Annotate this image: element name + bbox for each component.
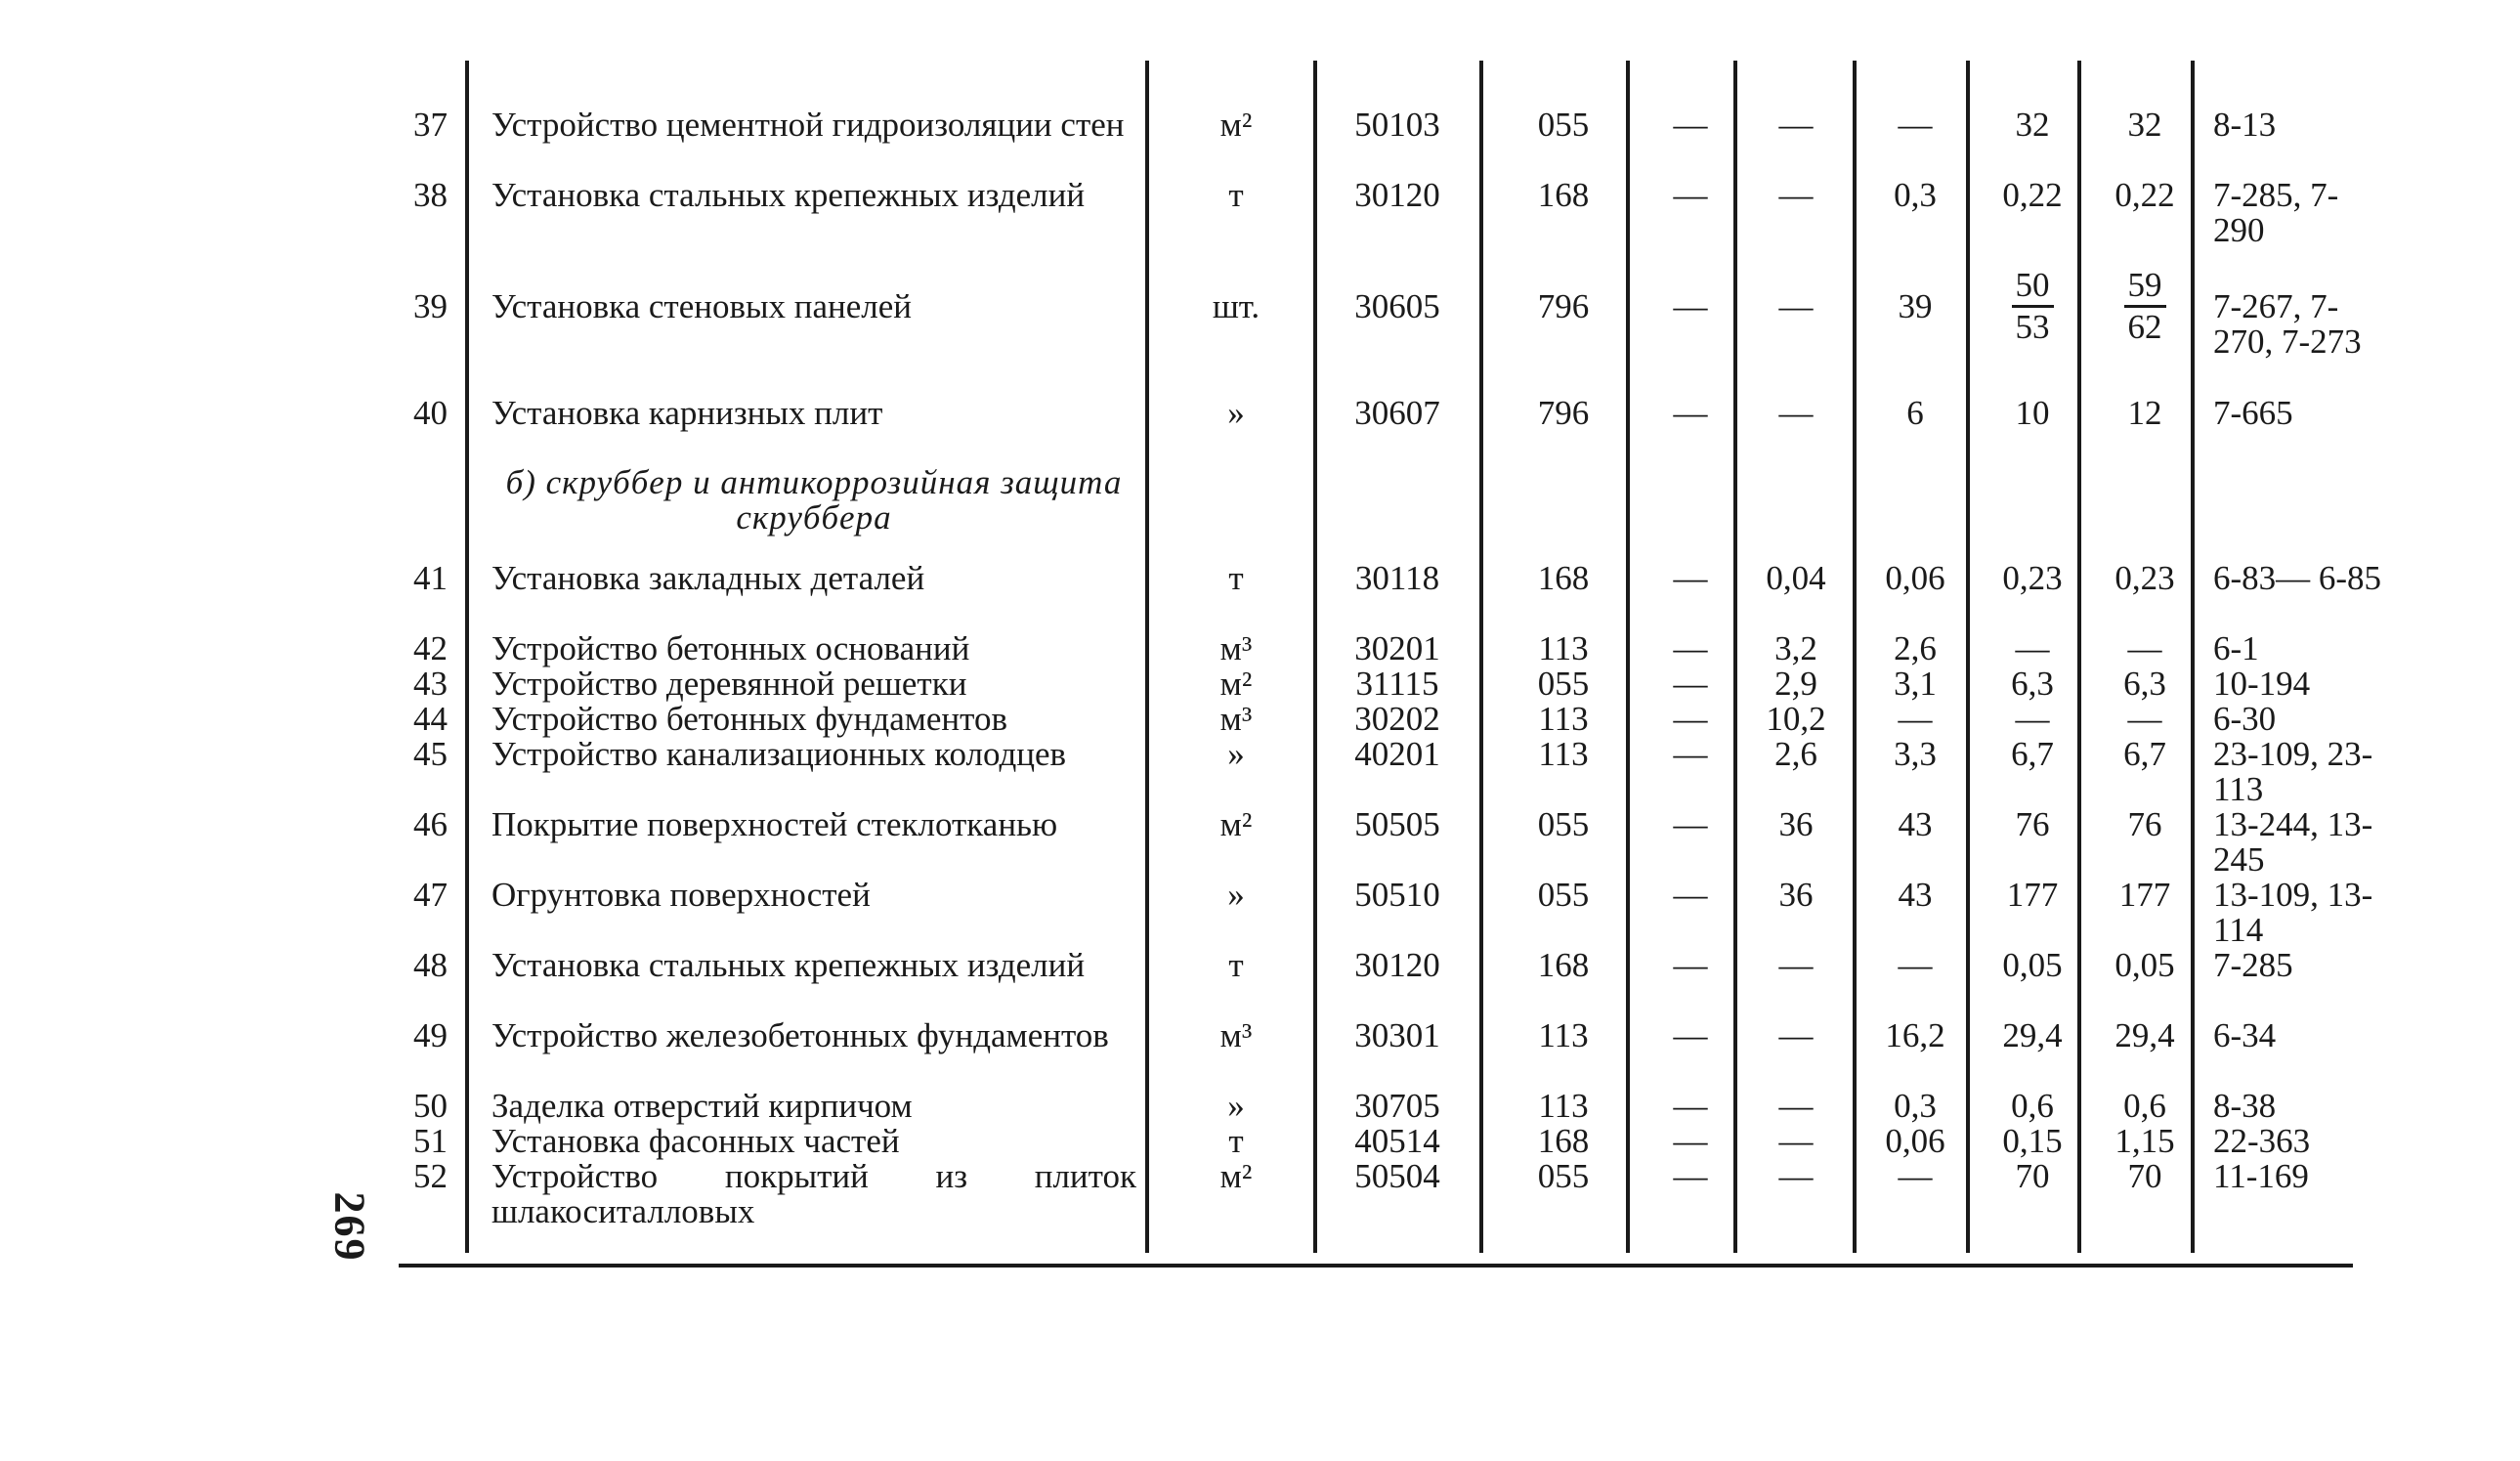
item-name: Установка стеновых панелей — [491, 287, 913, 325]
value-col-4: 32 — [2015, 106, 2050, 144]
okp-code: 113 — [1538, 629, 1589, 667]
code: 30120 — [1354, 176, 1440, 214]
okp-code: 168 — [1537, 946, 1590, 984]
okp-code: 055 — [1537, 106, 1590, 144]
value-col-4: 0,6 — [2011, 1087, 2054, 1125]
value-col-1: — — [1673, 1016, 1708, 1054]
item-name: Устройство бетонных оснований — [491, 629, 970, 667]
section-header: б) скруббер и антикоррозийная защита скруббера — [505, 463, 1123, 537]
code: 30120 — [1354, 946, 1440, 984]
code: 30202 — [1354, 700, 1440, 738]
value-col-5: $\frac{59}{62}$ — [2086, 266, 2203, 347]
code: 30301 — [1354, 1016, 1440, 1054]
value-col-1: — — [1673, 287, 1708, 325]
code: 50510 — [1354, 876, 1440, 914]
reference: 7-285, 7-290 — [2213, 176, 2339, 249]
reference: 13-109, 13-114 — [2213, 876, 2373, 949]
value-col-3: — — [1898, 1157, 1933, 1195]
value-col-1: — — [1673, 559, 1708, 597]
row-number: 44 — [413, 700, 448, 738]
page-number: 269 — [325, 1191, 374, 1263]
unit: шт. — [1212, 287, 1260, 325]
value-col-4: 177 — [2006, 876, 2059, 914]
value-col-4: 29,4 — [2002, 1016, 2063, 1054]
row-number: 41 — [413, 559, 448, 597]
value-col-3: 39 — [1898, 287, 1933, 325]
code: 30118 — [1354, 559, 1440, 597]
okp-code: 113 — [1538, 1087, 1589, 1125]
okp-code: 168 — [1537, 559, 1590, 597]
value-col-1: — — [1673, 106, 1708, 144]
value-col-5: 29,4 — [2114, 1016, 2175, 1054]
unit: м³ — [1219, 700, 1253, 738]
value-col-2: 36 — [1778, 805, 1814, 843]
reference: 6-34 — [2213, 1016, 2277, 1054]
value-col-5: 0,23 — [2114, 559, 2175, 597]
value-col-2: — — [1778, 287, 1814, 325]
code: 50103 — [1354, 106, 1440, 144]
unit: м² — [1219, 1157, 1253, 1195]
value-col-3: 0,3 — [1894, 1087, 1937, 1125]
value-col-2: 2,9 — [1774, 665, 1817, 703]
unit: » — [1227, 394, 1245, 432]
value-col-3: 0,06 — [1885, 1122, 1945, 1160]
value-col-3: 43 — [1898, 805, 1933, 843]
value-col-2: — — [1778, 946, 1814, 984]
reference: 23-109, 23-113 — [2213, 735, 2373, 808]
okp-code: 796 — [1537, 287, 1590, 325]
unit: м² — [1219, 106, 1253, 144]
column-rule — [1145, 61, 1149, 1253]
item-name: Устройство покрытий из плиток шлакоситалловых — [491, 1157, 1136, 1230]
reference: 7-267, 7-270, 7-273 — [2213, 287, 2362, 361]
unit: м³ — [1219, 1016, 1253, 1054]
reference: 10-194 — [2213, 665, 2311, 703]
value-col-5: 0,6 — [2123, 1087, 2166, 1125]
code: 30201 — [1354, 629, 1440, 667]
row-number: 51 — [413, 1122, 448, 1160]
value-col-4: 0,15 — [2002, 1122, 2063, 1160]
reference: 7-285 — [2213, 946, 2293, 984]
code: 30607 — [1354, 394, 1440, 432]
reference: 6-1 — [2213, 629, 2259, 667]
value-col-5: — — [2127, 700, 2162, 738]
item-name: Устройство канализационных колодцев — [491, 735, 1067, 773]
row-number: 43 — [413, 665, 448, 703]
reference: 8-38 — [2213, 1087, 2277, 1125]
item-name: Установка карнизных плит — [491, 394, 883, 432]
okp-code: 168 — [1537, 1122, 1590, 1160]
value-col-4: $\frac{50}{53}$ — [1974, 266, 2091, 347]
value-col-5: 12 — [2127, 394, 2162, 432]
row-number: 46 — [413, 805, 448, 843]
value-col-4: 0,23 — [2002, 559, 2063, 597]
value-col-2: 10,2 — [1766, 700, 1826, 738]
value-col-2: 36 — [1778, 876, 1814, 914]
bottom-rule — [399, 1264, 2353, 1268]
unit: т — [1228, 559, 1244, 597]
value-col-2: — — [1778, 176, 1814, 214]
reference: 22-363 — [2213, 1122, 2311, 1160]
row-number: 38 — [413, 176, 448, 214]
row-number: 47 — [413, 876, 448, 914]
value-col-2: — — [1778, 1087, 1814, 1125]
value-col-2: — — [1778, 394, 1814, 432]
value-col-5: 0,22 — [2114, 176, 2175, 214]
value-col-2: — — [1778, 1016, 1814, 1054]
item-name: Устройство бетонных фундаментов — [491, 700, 1008, 738]
unit: т — [1228, 1122, 1244, 1160]
value-col-1: — — [1673, 176, 1708, 214]
value-col-4: — — [2015, 700, 2050, 738]
value-col-3: 43 — [1898, 876, 1933, 914]
value-col-5: 6,7 — [2123, 735, 2166, 773]
code: 50504 — [1354, 1157, 1440, 1195]
unit: » — [1227, 1087, 1245, 1125]
item-name: Покрытие поверхностей стеклотканью — [491, 805, 1058, 843]
value-col-3: 3,1 — [1894, 665, 1937, 703]
unit: м² — [1219, 805, 1253, 843]
value-col-1: — — [1673, 1087, 1708, 1125]
reference: 13-244, 13-245 — [2213, 805, 2373, 879]
row-number: 42 — [413, 629, 448, 667]
value-col-1: — — [1673, 1122, 1708, 1160]
code: 40201 — [1354, 735, 1440, 773]
unit: » — [1227, 735, 1245, 773]
value-col-1: — — [1673, 394, 1708, 432]
item-name: Устройство деревянной решетки — [491, 665, 967, 703]
value-col-4: 70 — [2015, 1157, 2050, 1195]
item-name: Заделка отверстий кирпичом — [491, 1087, 913, 1125]
value-col-3: 3,3 — [1894, 735, 1937, 773]
value-col-5: 6,3 — [2123, 665, 2166, 703]
okp-code: 113 — [1538, 1016, 1589, 1054]
reference: 8-13 — [2213, 106, 2277, 144]
value-col-2: 3,2 — [1774, 629, 1817, 667]
code: 50505 — [1354, 805, 1440, 843]
value-col-4: 0,22 — [2002, 176, 2063, 214]
value-col-1: — — [1673, 700, 1708, 738]
code: 30605 — [1354, 287, 1440, 325]
row-number: 45 — [413, 735, 448, 773]
value-col-1: — — [1673, 805, 1708, 843]
code: 30705 — [1354, 1087, 1440, 1125]
row-number: 37 — [413, 106, 448, 144]
value-col-5: 177 — [2118, 876, 2171, 914]
value-col-4: 0,05 — [2002, 946, 2063, 984]
value-col-3: 0,06 — [1885, 559, 1945, 597]
item-name: Огрунтовка поверхностей — [491, 876, 871, 914]
row-number: 48 — [413, 946, 448, 984]
value-col-4: 6,3 — [2011, 665, 2054, 703]
column-rule — [465, 61, 469, 1253]
value-col-3: 6 — [1906, 394, 1924, 432]
row-number: 52 — [413, 1157, 448, 1195]
value-col-2: — — [1778, 106, 1814, 144]
item-name: Установка стальных крепежных изделий — [491, 946, 1086, 984]
value-col-4: — — [2015, 629, 2050, 667]
reference: 7-665 — [2213, 394, 2293, 432]
value-col-1: — — [1673, 876, 1708, 914]
okp-code: 055 — [1537, 876, 1590, 914]
value-col-5: — — [2127, 629, 2162, 667]
value-col-1: — — [1673, 946, 1708, 984]
value-col-3: 16,2 — [1885, 1016, 1945, 1054]
value-col-2: — — [1778, 1157, 1814, 1195]
item-name: Установка закладных деталей — [491, 559, 925, 597]
item-name: Устройство цементной гидроизоляции стен — [491, 106, 1125, 144]
code: 31115 — [1355, 665, 1439, 703]
value-col-3: 2,6 — [1894, 629, 1937, 667]
value-col-1: — — [1673, 1157, 1708, 1195]
value-col-1: — — [1673, 665, 1708, 703]
value-col-5: 32 — [2127, 106, 2162, 144]
value-col-5: 76 — [2127, 805, 2162, 843]
value-col-5: 70 — [2127, 1157, 2162, 1195]
unit: м³ — [1219, 629, 1253, 667]
reference: 6-83— 6-85 — [2213, 559, 2382, 597]
code: 40514 — [1354, 1122, 1440, 1160]
okp-code: 113 — [1538, 700, 1589, 738]
value-col-3: — — [1898, 106, 1933, 144]
row-number: 50 — [413, 1087, 448, 1125]
value-col-4: 76 — [2015, 805, 2050, 843]
okp-code: 168 — [1537, 176, 1590, 214]
row-number: 49 — [413, 1016, 448, 1054]
item-name: Устройство железобетонных фундаментов — [491, 1016, 1109, 1054]
okp-code: 113 — [1538, 735, 1589, 773]
unit: м² — [1219, 665, 1253, 703]
value-col-5: 0,05 — [2114, 946, 2175, 984]
value-col-1: — — [1673, 629, 1708, 667]
reference: 6-30 — [2213, 700, 2277, 738]
unit: » — [1227, 876, 1245, 914]
okp-code: 055 — [1537, 665, 1590, 703]
unit: т — [1228, 176, 1244, 214]
value-col-2: 2,6 — [1774, 735, 1817, 773]
value-col-2: 0,04 — [1766, 559, 1826, 597]
value-col-3: 0,3 — [1894, 176, 1937, 214]
item-name: Установка стальных крепежных изделий — [491, 176, 1086, 214]
okp-code: 055 — [1537, 805, 1590, 843]
row-number: 39 — [413, 287, 448, 325]
value-col-3: — — [1898, 700, 1933, 738]
reference: 11-169 — [2213, 1157, 2309, 1195]
okp-code: 055 — [1537, 1157, 1590, 1195]
value-col-3: — — [1898, 946, 1933, 984]
unit: т — [1228, 946, 1244, 984]
value-col-4: 10 — [2015, 394, 2050, 432]
value-col-5: 1,15 — [2114, 1122, 2175, 1160]
item-name: Установка фасонных частей — [491, 1122, 900, 1160]
value-col-2: — — [1778, 1122, 1814, 1160]
okp-code: 796 — [1537, 394, 1590, 432]
value-col-1: — — [1673, 735, 1708, 773]
row-number: 40 — [413, 394, 448, 432]
value-col-4: 6,7 — [2011, 735, 2054, 773]
